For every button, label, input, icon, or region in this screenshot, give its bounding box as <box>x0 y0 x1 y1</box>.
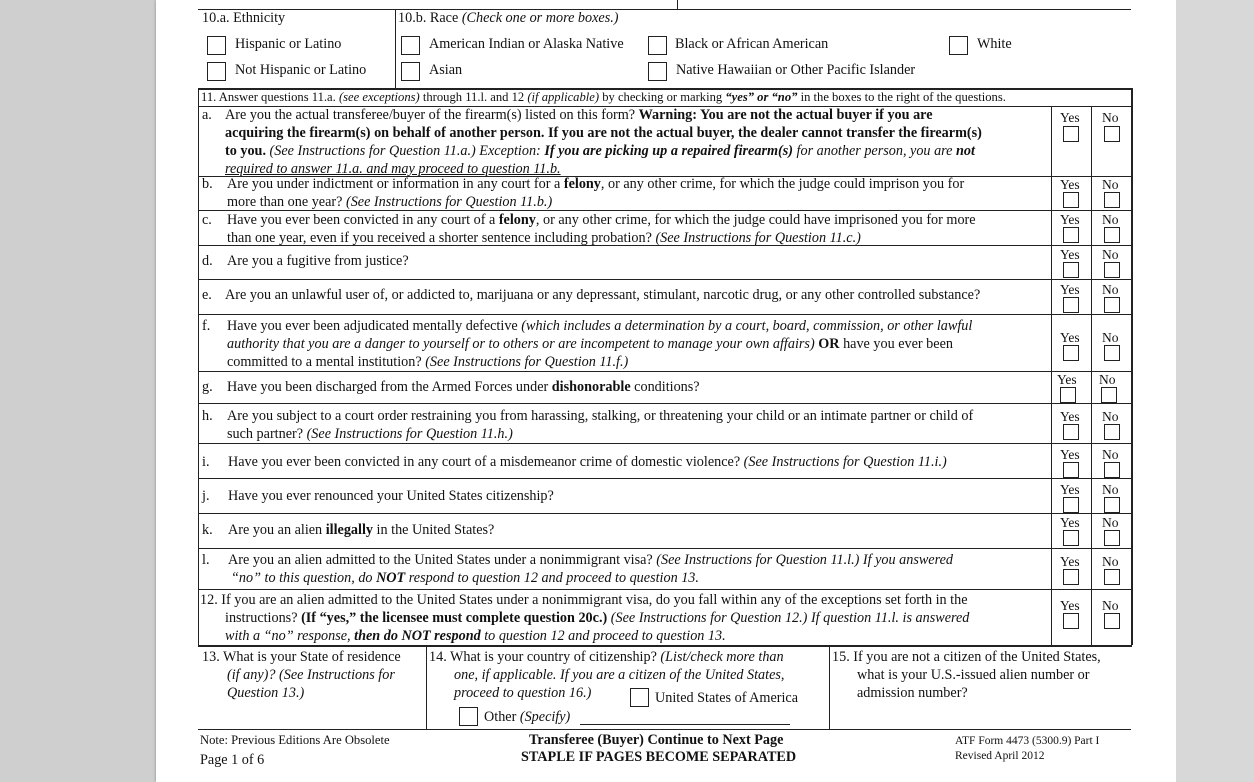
q11h-line2: such partner? (See Instructions for Question 11.h.) <box>227 426 513 442</box>
q11i-yes-label: Yes <box>1060 447 1080 462</box>
race-option-white: White <box>977 36 1012 52</box>
q11j-no-checkbox[interactable] <box>1104 497 1120 513</box>
q11e-text: Are you an unlawful user of, or addicted to, marijuana or any depressant, stimulant, narcotic drug, or any other controlled substance? <box>225 287 981 303</box>
q11g-no-checkbox[interactable] <box>1101 387 1117 403</box>
ethnicity-option-hispanic: Hispanic or Latino <box>235 36 342 52</box>
ethnicity-option-not-hispanic: Not Hispanic or Latino <box>235 62 367 78</box>
q11f-no-checkbox[interactable] <box>1104 345 1120 361</box>
q14-other-checkbox[interactable] <box>459 707 478 726</box>
q12-line2: instructions? (If “yes,” the licensee must complete question 20c.) (See Instructions for Question 12.) If question 11.l. is answered <box>225 610 970 626</box>
race-asian-checkbox[interactable] <box>401 62 420 81</box>
q11j-yes-checkbox[interactable] <box>1063 497 1079 513</box>
q11a-line4: required to answer 11.a. and may proceed to question 11.b. <box>225 161 561 177</box>
q11k-no-checkbox[interactable] <box>1104 530 1120 546</box>
q11b-letter: b. <box>202 176 213 192</box>
q11f-yes-label: Yes <box>1060 330 1080 345</box>
q11i-text: Have you ever been convicted in any court of a misdemeanor crime of domestic violence? (See Instructions for Question 11.i.) <box>228 454 947 470</box>
q11c-letter: c. <box>202 212 212 228</box>
divider <box>198 548 1132 549</box>
q11d-no-label: No <box>1102 247 1119 262</box>
race-option-american-indian: American Indian or Alaska Native <box>429 36 624 52</box>
q11d-letter: d. <box>202 253 213 269</box>
q11h-yes-label: Yes <box>1060 409 1080 424</box>
ethnicity-not-hispanic-checkbox[interactable] <box>207 62 226 81</box>
divider <box>1131 88 1133 645</box>
divider <box>395 9 396 89</box>
q14-other-specify-field[interactable] <box>580 724 790 725</box>
divider <box>198 589 1132 590</box>
q11d-no-checkbox[interactable] <box>1104 262 1120 278</box>
q11l-no-label: No <box>1102 554 1119 569</box>
q11k-yes-checkbox[interactable] <box>1063 530 1079 546</box>
q15-line2: what is your U.S.-issued alien number or <box>857 667 1090 683</box>
footer-continue: Transferee (Buyer) Continue to Next Page <box>529 732 784 748</box>
divider <box>198 371 1132 372</box>
q12-line1: 12. If you are an alien admitted to the United States under a nonimmigrant visa, do you fall within any of the exceptions set forth in the <box>200 592 968 608</box>
q11d-yes-checkbox[interactable] <box>1063 262 1079 278</box>
race-label: 10.b. Race (Check one or more boxes.) <box>398 10 619 26</box>
q14-line1: 14. What is your country of citizenship? (List/check more than <box>429 649 784 665</box>
q11f-line2: authority that you are a danger to yourself or to others or are incompetent to manage your own affairs) OR have you ever been <box>227 336 953 352</box>
q11h-yes-checkbox[interactable] <box>1063 424 1079 440</box>
divider <box>829 645 830 729</box>
q11b-line1: Are you under indictment or information in any court for a felony, or any other crime, for which the judge could imprison you for <box>227 176 965 192</box>
footer-revised: Revised April 2012 <box>955 750 1045 762</box>
q11g-letter: g. <box>202 379 213 395</box>
q11i-letter: i. <box>202 454 210 470</box>
q11f-no-label: No <box>1102 330 1119 345</box>
q11i-no-checkbox[interactable] <box>1104 462 1120 478</box>
divider <box>198 443 1132 444</box>
divider <box>198 9 1131 10</box>
race-white-checkbox[interactable] <box>949 36 968 55</box>
q14-line3: proceed to question 16.) <box>454 685 592 701</box>
q11c-line2: than one year, even if you received a shorter sentence including probation? (See Instructions for Question 11.c.) <box>227 230 861 246</box>
q11c-yes-checkbox[interactable] <box>1063 227 1079 243</box>
divider <box>198 88 199 645</box>
race-option-native-hawaiian: Native Hawaiian or Other Pacific Islander <box>676 62 916 78</box>
q11j-text: Have you ever renounced your United States citizenship? <box>228 488 554 504</box>
q11j-yes-label: Yes <box>1060 482 1080 497</box>
q11h-letter: h. <box>202 408 213 424</box>
q11e-no-checkbox[interactable] <box>1104 297 1120 313</box>
race-option-black: Black or African American <box>675 36 829 52</box>
q11l-yes-checkbox[interactable] <box>1063 569 1079 585</box>
q11b-yes-checkbox[interactable] <box>1063 192 1079 208</box>
q11k-no-label: No <box>1102 515 1119 530</box>
q11f-letter: f. <box>202 318 211 334</box>
race-option-asian: Asian <box>429 62 463 78</box>
q11j-letter: j. <box>202 488 210 504</box>
divider <box>426 645 427 729</box>
q11a-yes-checkbox[interactable] <box>1063 126 1079 142</box>
q11h-no-checkbox[interactable] <box>1104 424 1120 440</box>
q13-line3: Question 13.) <box>227 685 305 701</box>
divider <box>1091 106 1092 645</box>
q11d-yes-label: Yes <box>1060 247 1080 262</box>
ethnicity-label: 10.a. Ethnicity <box>202 10 286 26</box>
q12-line3: with a “no” response, then do NOT respond to question 12 and proceed to question 13. <box>225 628 726 644</box>
q12-no-checkbox[interactable] <box>1104 613 1120 629</box>
divider <box>198 245 1132 246</box>
q11i-yes-checkbox[interactable] <box>1063 462 1079 478</box>
q11a-no-label: No <box>1102 110 1119 125</box>
q11b-no-checkbox[interactable] <box>1104 192 1120 208</box>
q11c-no-label: No <box>1102 212 1119 227</box>
q13-line1: 13. What is your State of residence <box>202 649 401 665</box>
q11a-line2: acquiring the firearm(s) on behalf of another person. If you are not the actual buyer, the dealer cannot transfer the firearm(s) <box>225 125 982 141</box>
q11a-line3: to you. (See Instructions for Question 11.a.) Exception: If you are picking up a repaired firearm(s) for another person, you are not <box>225 143 975 159</box>
q11l-line2: “no” to this question, do NOT respond to question 12 and proceed to question 13. <box>231 570 699 586</box>
q11h-line1: Are you subject to a court order restraining you from harassing, stalking, or threatening your child or an intimate partner or child of <box>227 408 974 424</box>
race-american-indian-checkbox[interactable] <box>401 36 420 55</box>
q11b-line2: more than one year? (See Instructions for Question 11.b.) <box>227 194 553 210</box>
q11f-line3: committed to a mental institution? (See Instructions for Question 11.f.) <box>227 354 629 370</box>
q14-usa-checkbox[interactable] <box>630 688 649 707</box>
q11b-yes-label: Yes <box>1060 177 1080 192</box>
q11a-line1: Are you the actual transferee/buyer of the firearm(s) listed on this form? Warning: You are not the actual buyer if you are <box>225 107 933 123</box>
q11d-text: Are you a fugitive from justice? <box>227 253 409 269</box>
viewer-side-panel <box>1176 0 1254 782</box>
q11i-no-label: No <box>1102 447 1119 462</box>
q11c-no-checkbox[interactable] <box>1104 227 1120 243</box>
q11e-yes-label: Yes <box>1060 282 1080 297</box>
q11h-no-label: No <box>1102 409 1119 424</box>
q14-line2: one, if applicable. If you are a citizen of the United States, <box>454 667 785 683</box>
divider <box>198 314 1132 315</box>
form-page <box>156 0 1176 782</box>
q11b-no-label: No <box>1102 177 1119 192</box>
q11e-yes-checkbox[interactable] <box>1063 297 1079 313</box>
q11k-letter: k. <box>202 522 213 538</box>
q15-line3: admission number? <box>857 685 968 701</box>
q11e-no-label: No <box>1102 282 1119 297</box>
q13-line2: (if any)? (See Instructions for <box>227 667 395 683</box>
divider <box>198 513 1132 514</box>
q11f-yes-checkbox[interactable] <box>1063 345 1079 361</box>
q11g-text: Have you been discharged from the Armed Forces under dishonorable conditions? <box>227 379 700 395</box>
divider <box>1051 106 1052 645</box>
q11l-letter: l. <box>202 552 210 568</box>
q11l-line1: Are you an alien admitted to the United States under a nonimmigrant visa? (See Instructions for Question 11.l.) If you answered <box>228 552 953 568</box>
footer-staple-notice: STAPLE IF PAGES BECOME SEPARATED <box>521 749 797 765</box>
q11l-no-checkbox[interactable] <box>1104 569 1120 585</box>
divider <box>198 403 1132 404</box>
q11k-yes-label: Yes <box>1060 515 1080 530</box>
footer-page-number: Page 1 of 6 <box>200 752 265 768</box>
q11a-no-checkbox[interactable] <box>1104 126 1120 142</box>
divider <box>198 279 1132 280</box>
q11g-no-label: No <box>1099 372 1116 387</box>
q11g-yes-label: Yes <box>1057 372 1077 387</box>
divider <box>198 729 1131 730</box>
q12-yes-label: Yes <box>1060 598 1080 613</box>
q11c-line1: Have you ever been convicted in any court of a felony, or any other crime, for which the judge could have imprisoned you for more <box>227 212 976 228</box>
footer-note: Note: Previous Editions Are Obsolete <box>200 733 390 747</box>
divider <box>677 0 678 9</box>
footer-form-id: ATF Form 4473 (5300.9) Part I <box>955 735 1100 747</box>
q11k-text: Are you an alien illegally in the United States? <box>228 522 495 538</box>
q11f-line1: Have you ever been adjudicated mentally defective (which includes a determination by a court, board, commission, or other lawful <box>227 318 973 334</box>
q11a-yes-label: Yes <box>1060 110 1080 125</box>
divider <box>198 478 1132 479</box>
q11-header: 11. Answer questions 11.a. (see exceptions) through 11.l. and 12 (if applicable) by checking or marking “yes” or “no” in the boxes to the right of the questions. <box>201 90 1006 104</box>
q11c-yes-label: Yes <box>1060 212 1080 227</box>
q12-yes-checkbox[interactable] <box>1063 613 1079 629</box>
race-black-checkbox[interactable] <box>648 36 667 55</box>
q11j-no-label: No <box>1102 482 1119 497</box>
q14-other-label: Other (Specify) <box>484 709 571 725</box>
q11g-yes-checkbox[interactable] <box>1060 387 1076 403</box>
q12-no-label: No <box>1102 598 1119 613</box>
q11l-yes-label: Yes <box>1060 554 1080 569</box>
race-native-hawaiian-checkbox[interactable] <box>648 62 667 81</box>
q15-line1: 15. If you are not a citizen of the United States, <box>832 649 1101 665</box>
ethnicity-hispanic-checkbox[interactable] <box>207 36 226 55</box>
q14-usa-label: United States of America <box>655 690 799 706</box>
divider <box>198 645 1132 647</box>
q11e-letter: e. <box>202 287 212 303</box>
q11a-letter: a. <box>202 107 212 123</box>
